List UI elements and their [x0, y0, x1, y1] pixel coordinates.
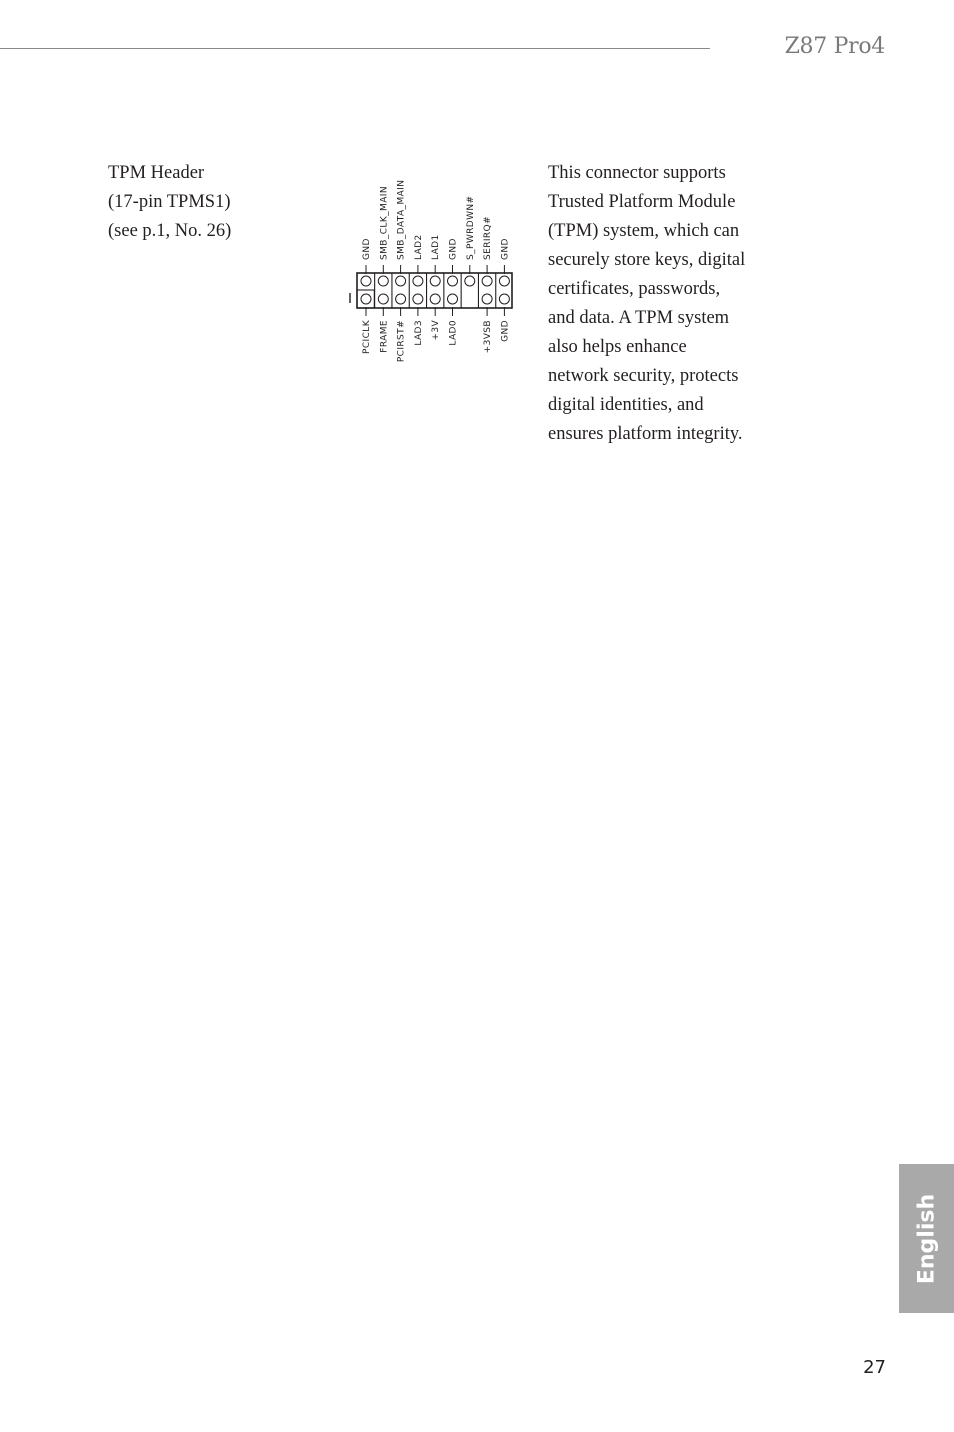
pin-bottom	[448, 294, 458, 304]
pin-label-bottom: +3V	[431, 320, 442, 341]
pins-group	[357, 180, 510, 363]
description-line: Trusted Platform Module	[548, 192, 736, 212]
pin-top	[499, 276, 509, 286]
pin1-marker-text: 1	[350, 290, 351, 291]
pin-label-top: GND	[500, 238, 511, 260]
pin-label-top: SMB_CLK_MAIN	[379, 186, 390, 260]
pin-label-top: GND	[448, 238, 459, 260]
description-line: This connector supports	[548, 163, 726, 183]
pin-bottom	[396, 294, 406, 304]
description-line: and data. A TPM system	[548, 308, 730, 328]
description-line: certificates, passwords,	[548, 279, 721, 299]
description-line: digital identities, and	[548, 395, 704, 415]
pin-label-bottom: LAD3	[413, 320, 424, 346]
pin-top	[413, 276, 423, 286]
description-line: securely store keys, digital	[548, 250, 746, 270]
pin-label-top: LAD1	[431, 234, 442, 260]
pin-label-bottom: LAD0	[448, 320, 459, 346]
pin-bottom	[361, 294, 371, 304]
description-line: (TPM) system, which can	[548, 221, 740, 241]
language-tab-label: English	[914, 1193, 939, 1284]
model-name: Z87 Pro4	[784, 34, 885, 59]
section-title-line: (see p.1, No. 26)	[108, 221, 232, 241]
description-line: also helps enhance	[548, 337, 687, 357]
pin-label-bottom: +3VSB	[483, 320, 494, 354]
language-tab	[899, 1164, 954, 1313]
pin-label-top: LAD2	[413, 234, 424, 260]
pinout-svg	[340, 160, 530, 370]
connector-description	[548, 159, 768, 449]
pin-top	[396, 276, 406, 286]
pin-bottom	[378, 294, 388, 304]
section-title	[108, 159, 231, 246]
pin-bottom	[499, 294, 509, 304]
header-rule	[0, 48, 710, 49]
pin-label-top: S_PWRDWN#	[465, 195, 476, 260]
pin-top	[465, 276, 475, 286]
pin-label-bottom: GND	[500, 320, 511, 342]
page-number: 27	[863, 1357, 886, 1378]
description-line: ensures platform integrity.	[548, 424, 743, 444]
pin-label-top: SERIRQ#	[483, 216, 494, 260]
section-title-line: TPM Header	[108, 163, 205, 183]
pin-label-top: GND	[362, 238, 372, 260]
tpm-header-pinout-diagram	[340, 160, 530, 370]
pin-label-bottom: PCIRST#	[396, 320, 407, 363]
pin-top	[361, 276, 371, 286]
pin-bottom	[413, 294, 423, 304]
pin-top	[430, 276, 440, 286]
section-title-line: (17-pin TPMS1)	[108, 192, 231, 212]
pin-label-bottom: PCICLK	[362, 320, 372, 354]
pin-bottom	[430, 294, 440, 304]
pin-label-bottom: FRAME	[379, 320, 390, 353]
pin-bottom	[482, 294, 492, 304]
pin-top	[448, 276, 458, 286]
pin-top	[378, 276, 388, 286]
pin-top	[482, 276, 492, 286]
description-line: network security, protects	[548, 366, 739, 386]
pin-label-top: SMB_DATA_MAIN	[396, 179, 407, 260]
